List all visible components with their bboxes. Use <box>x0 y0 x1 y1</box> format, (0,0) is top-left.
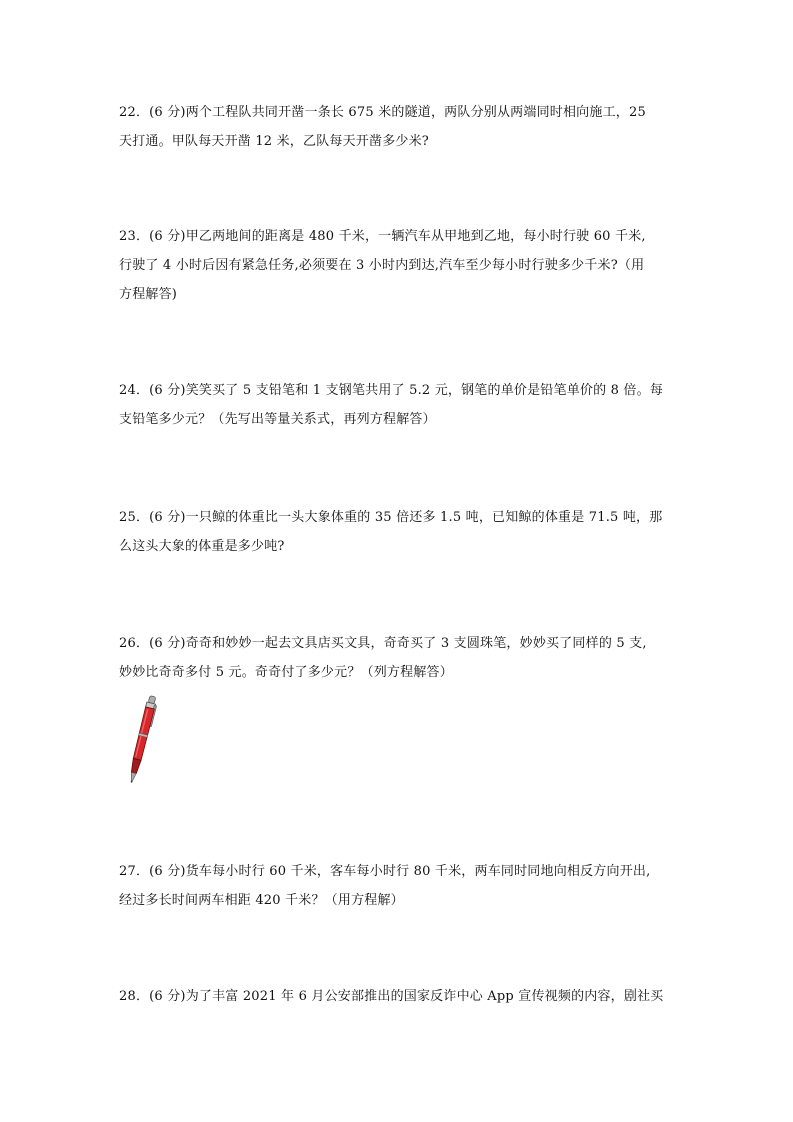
question-24 <box>119 376 681 434</box>
question-text-line: 22．(6 分)两个工程队共同开凿一条长 675 米的隧道，两队分别从两端同时相向施工，25 <box>119 105 646 120</box>
question-text-line: 天打通。甲队每天开凿 12 米，乙队每天开凿多少米? <box>119 134 429 149</box>
question-text-line: 方程解答) <box>119 287 178 302</box>
question-text-line: 妙妙比奇奇多付 5 元。奇奇付了多少元？（列方程解答） <box>119 665 453 680</box>
question-text-line: 25．(6 分)一只鲸的体重比一头大象体重的 35 倍还多 1.5 吨，已知鲸的体重是 71.5 吨，那 <box>119 510 663 525</box>
question-text-line: 23．(6 分)甲乙两地间的距离是 480 千米，一辆汽车从甲地到乙地，每小时行驶 60 千米, <box>119 229 646 244</box>
question-23 <box>119 222 681 309</box>
question-text-line: 行驶了 4 小时后因有紧急任务,必须要在 3 小时内到达,汽车至少每小时行驶多少千米?（用 <box>119 258 645 273</box>
red-pen-icon <box>124 694 160 786</box>
question-text-line: 支铅笔多少元？（先写出等量关系式，再列方程解答） <box>119 412 436 427</box>
question-27 <box>119 857 681 915</box>
question-text-line: 经过多长时间两车相距 420 千米？（用方程解） <box>119 893 404 908</box>
question-text-line: 么这头大象的体重是多少吨? <box>119 539 285 554</box>
question-text-line: 26．(6 分)奇奇和妙妙一起去文具店买文具，奇奇买了 3 支圆珠笔，妙妙买了同样的 5 支, <box>119 636 647 651</box>
question-25 <box>119 503 681 561</box>
question-22 <box>119 98 681 156</box>
question-28 <box>119 982 681 1011</box>
question-text-line: 27．(6 分)货车每小时行 60 千米，客车每小时行 80 千米，两车同时同地向相反方向开出, <box>119 864 651 879</box>
question-text-line: 28．(6 分)为了丰富 2021 年 6 月公安部推出的国家反诈中心 App 宣传视频的内容，剧社买 <box>119 989 664 1004</box>
question-26 <box>119 629 681 687</box>
question-text-line: 24．(6 分)笑笑买了 5 支铅笔和 1 支钢笔共用了 5.2 元，钢笔的单价是铅笔单价的 8 倍。每 <box>119 383 664 398</box>
